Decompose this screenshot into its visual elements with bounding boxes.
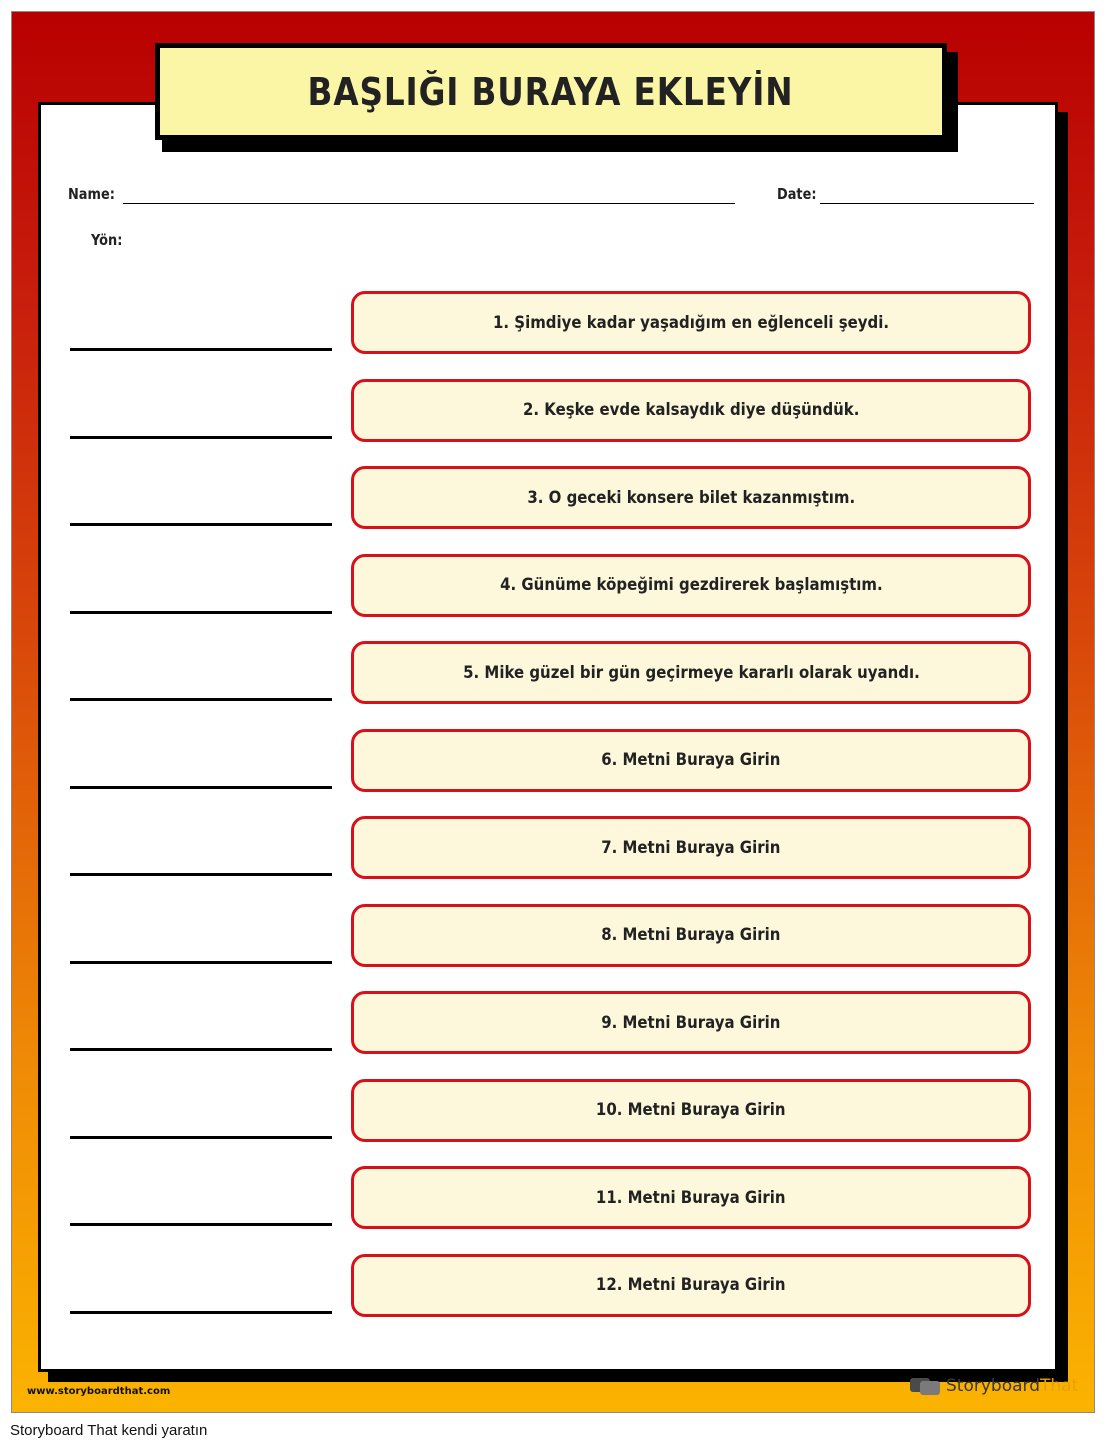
item-text: 6. Metni Buraya Girin xyxy=(601,750,781,770)
item-text: 8. Metni Buraya Girin xyxy=(601,925,781,945)
item-box xyxy=(351,466,1031,529)
answer-line[interactable] xyxy=(70,873,332,876)
footer-text: Storyboard That kendi yaratın xyxy=(10,1422,208,1439)
item-box xyxy=(351,1166,1031,1229)
item-text: 9. Metni Buraya Girin xyxy=(601,1012,781,1033)
item-box xyxy=(351,904,1031,967)
item-text: 3. O geceki konsere bilet kazanmıştım. xyxy=(527,487,855,508)
answer-line[interactable] xyxy=(70,1311,332,1314)
title-banner xyxy=(155,43,947,140)
name-line[interactable] xyxy=(123,203,735,204)
directions-label: Yön: xyxy=(91,231,123,249)
answer-line[interactable] xyxy=(70,436,332,439)
date-line[interactable] xyxy=(820,203,1034,204)
item-text: 1. Şimdiye kadar yaşadığım en eğlenceli şeydi. xyxy=(492,312,890,333)
answer-line[interactable] xyxy=(70,1048,332,1051)
item-text: 11. Metni Buraya Girin xyxy=(596,1187,786,1208)
item-box xyxy=(351,729,1031,792)
name-label: Name: xyxy=(68,185,115,203)
item-box xyxy=(351,379,1031,442)
date-label: Date: xyxy=(777,185,817,203)
item-box xyxy=(351,291,1031,354)
answer-line[interactable] xyxy=(70,961,332,964)
item-text: 7. Metni Buraya Girin xyxy=(601,837,781,858)
brand-dark: Storyboard xyxy=(946,1376,1040,1396)
item-box xyxy=(351,1254,1031,1317)
item-text: 5. Mike güzel bir gün geçirmeye kararlı olarak uyandı. xyxy=(462,662,920,683)
brand-light: That xyxy=(1040,1376,1079,1396)
storyboardthat-logo xyxy=(910,1376,1078,1396)
item-box xyxy=(351,641,1031,704)
answer-line[interactable] xyxy=(70,523,332,526)
item-box xyxy=(351,554,1031,617)
item-box xyxy=(351,991,1031,1054)
answer-line[interactable] xyxy=(70,1223,332,1226)
item-text: 12. Metni Buraya Girin xyxy=(596,1275,786,1295)
item-text: 2. Keşke evde kalsaydık diye düşündük. xyxy=(522,400,860,420)
watermark-url: www.storyboardthat.com xyxy=(27,1386,171,1397)
item-text: 10. Metni Buraya Girin xyxy=(596,1100,786,1120)
storyboard-icon xyxy=(910,1376,940,1396)
item-box xyxy=(351,816,1031,879)
page-title: BAŞLIĞI BURAYA EKLEYİN xyxy=(308,69,794,114)
answer-line[interactable] xyxy=(70,1136,332,1139)
answer-line[interactable] xyxy=(70,698,332,701)
answer-line[interactable] xyxy=(70,348,332,351)
item-text: 4. Günüme köpeğimi gezdirerek başlamıştım. xyxy=(499,575,883,595)
answer-line[interactable] xyxy=(70,611,332,614)
item-box xyxy=(351,1079,1031,1142)
answer-line[interactable] xyxy=(70,786,332,789)
